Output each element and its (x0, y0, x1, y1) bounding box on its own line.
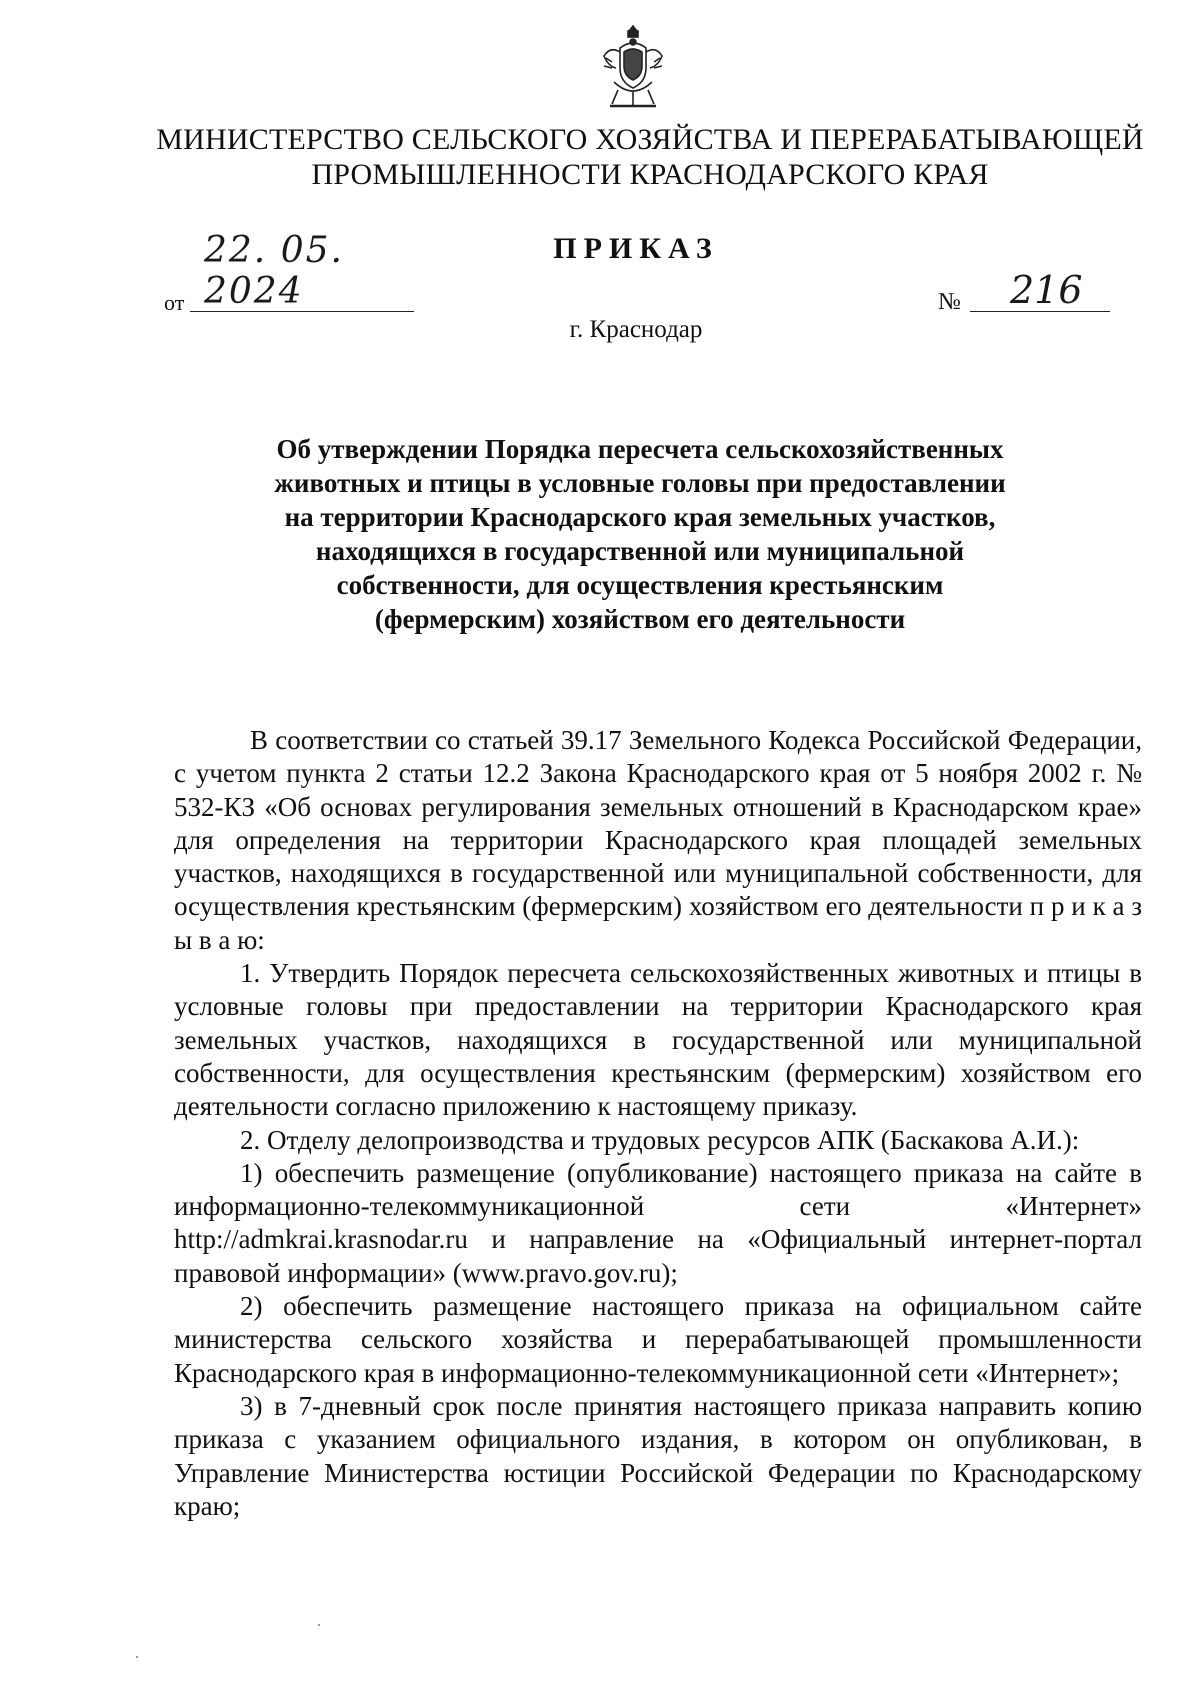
order-body (174, 724, 1142, 1523)
date-handwritten: 22. 05. 2024 (204, 230, 344, 312)
preamble-paragraph: В соответствии со статьей 39.17 Земельного Кодекса Российской Федерации, с учетом пункта 2 статьи 12.2 Закона Краснодарского края от 5 ноября 2002 г. № 532-КЗ «Об основах регулирования земельных отношений в Краснодарском крае» для определения на территории Краснодарского края площадей земельных участков, находящихся в государственной или муниципальной собственности, для осуществления крестьянским (фермерским) хозяйством его деятельности п р и к а з ы в а ю: (174, 725, 1142, 955)
ministry-name-line2: ПРОМЫШЛЕННОСТИ КРАСНОДАРСКОГО КРАЯ (311, 158, 989, 191)
city: г. Краснодар (569, 316, 703, 343)
scan-speck (318, 1624, 320, 1626)
number-field (938, 268, 1110, 318)
item-2-1-paragraph: 1) обеспечить размещение (опубликование) настоящего приказа на сайте в информационно-телекоммуникационной сети «Интернет» http://admkrai.krasnodar.ru и направление на «Официальный интернет-портал правовой информации» (www.pravo.gov.ru); (174, 1157, 1142, 1288)
order-title-line: на территории Краснодарского края земельных участков, (284, 502, 996, 532)
coat-of-arms-icon (600, 22, 666, 112)
order-title-line: (фермерским) хозяйством его деятельности (374, 604, 906, 634)
number-prefix: № (938, 289, 961, 315)
item-2-3-paragraph: 3) в 7-дневный срок после принятия настоящего приказа направить копию приказа с указанием официального издания, в котором он опубликован, в Управление Министерства юстиции Российской Федерации по Краснодарскому краю; (174, 1390, 1142, 1521)
date-prefix: от (164, 290, 185, 315)
ministry-name-line1: МИНИСТЕРСТВО СЕЛЬСКОГО ХОЗЯЙСТВА И ПЕРЕРАБАТЫВАЮЩЕЙ (156, 123, 1144, 156)
order-title-line: животных и птицы в условные головы при предоставлении (274, 468, 1006, 498)
document-type: ПРИКАЗ (553, 232, 719, 265)
item-2-2-paragraph: 2) обеспечить размещение настоящего приказа на официальном сайте министерства сельского хозяйства и перерабатывающей промышленности Краснодарского края в информационно-телекоммуникационной сети «Интернет»; (174, 1291, 1142, 1388)
item-1-paragraph: 1. Утвердить Порядок пересчета сельскохозяйственных животных и птицы в условные головы при предоставлении на территории Краснодарского края земельных участков, находящихся в государственной или муниципальной собственности, для осуществления крестьянским (фермерским) хозяйством его деятельности согласно приложению к настоящему приказу. (174, 958, 1142, 1122)
ministry-name (100, 122, 1200, 192)
number-handwritten: 216 (1010, 268, 1083, 312)
order-title (200, 432, 1080, 636)
order-title-line: Об утверждении Порядка пересчета сельскохозяйственных (276, 434, 1004, 464)
scan-speck (136, 1656, 138, 1658)
item-2-paragraph: 2. Отделу делопроизводства и трудовых ресурсов АПК (Баскакова А.И.): (240, 1124, 1080, 1155)
order-title-line: собственности, для осуществления крестьянским (336, 570, 944, 600)
date-field (164, 230, 414, 318)
order-title-line: находящихся в государственной или муниципальной (315, 536, 965, 566)
